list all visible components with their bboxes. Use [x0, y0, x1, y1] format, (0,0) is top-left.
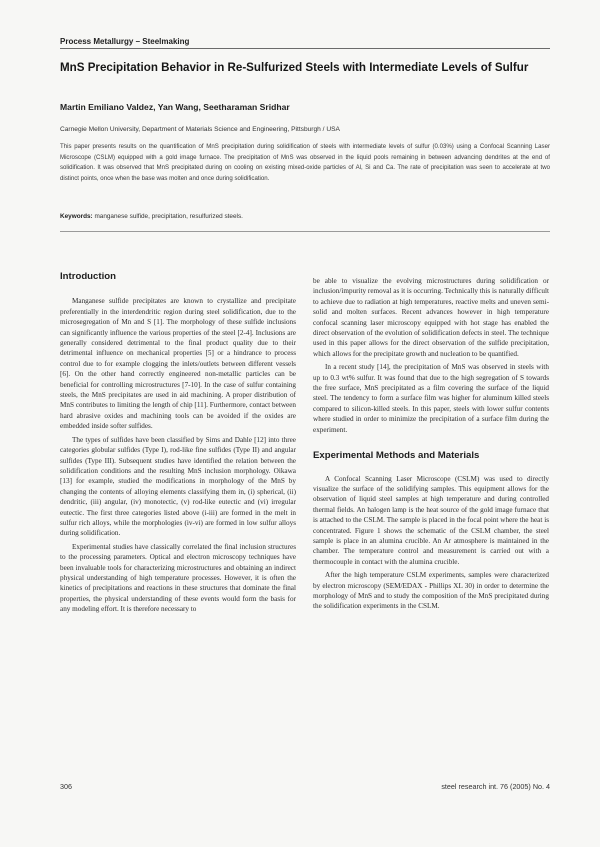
left-column: [60, 270, 296, 618]
paper-title: MnS Precipitation Behavior in Re-Sulfurized Steels with Intermediate Levels of Sulfur: [60, 61, 529, 74]
keywords-text: manganese sulfide, precipitation, resulfurized steels.: [92, 213, 243, 220]
page-number: 306: [60, 782, 72, 791]
intro-paragraph: Manganese sulfide precipitates are known to crystallize and precipitate preferentially in the interdendritic region during steel solidification, due to the microsegregation of Mn and S [1]. The morphology of these sulfide inclusions can significantly influence the various properties of the steel [2-4]. Inclusions are generally considered detrimental to the final product quality due to their detrimental influence on mechanical properties [5] or a hindrance to process control due to for example clogging the inlets/outlets between different vessels [6]. On the other hand correctly engineered non-metallic particles can be beneficial for controlling microstructures [7-10]. In the case of sulfur containing steels, the MnS precipitates are used in aid machining. A proper distribution of MnS contributes to limiting the length of chip [11]. Furthermore, contact between hard abrasive oxides and machining tools can be avoided if the oxides are embedded inside softer sulfides.: [60, 297, 296, 431]
header-rule: [60, 48, 550, 49]
methods-paragraph: A Confocal Scanning Laser Microscope (CSLM) was used to directly visualize the surface of the solidifying samples. This equipment allows for the observation of liquid steel samples at high temperature and during controlled thermal fields. An halogen lamp is the heat source of the gold image furnace that is attached to the CSLM. The sample is placed in the focal point where the heat is concentrated. Figure 1 shows the schematic of the CSLM chamber, the steel sample is place in an alumina crucible. An Ar atmosphere is maintained in the chamber. The temperature control and measurement is carried out with a thermocouple in contact with the alumina crucible.: [313, 474, 549, 566]
introduction-heading: Introduction: [60, 271, 116, 282]
intro-paragraph: The types of sulfides have been classified by Sims and Dahle [12] into three categories globular sulfides (Type I), rod-like fine sulfides (Type II) and angular sulfides (Type III). Subsequent studies have identified the relation between the solidification conditions and the resulting MnS inclusion morphology. Oikawa [13] for example, studied the modifications in morphology of the MnS by changing the contents of alloying elements classifying them in, (i) spherical, (ii) dendritic, (iii) angular, (iv) monotectic, (v) rod-like eutectic and (vi) irregular eutectic. The first three categories listed above (i-iii) are formed in the melt in sulfur rich alloys, while the morphologies (iv-vi) are formed in low sulfur alloys during solidification.: [60, 435, 296, 538]
methods-paragraph: After the high temperature CSLM experiments, samples were characterized by electron microscopy (SEM/EDAX - Phillips XL 30) in order to determine the morphology of MnS and to study the composition of the MnS precipitated during the solidification experiments in the CSLM.: [313, 571, 549, 611]
intro-paragraph: Experimental studies have classically correlated the final inclusion structures to the processing parameters. Optical and electron microscopy techniques have been invaluable tools for characterizing microstructures and obtaining an indirect physical understanding of high temperature processes. However, it is often the kinetics of precipitations and reactions in these structures that dominate the final properties, the physical understanding of these events would form the basis for any modeling effort. It is therefore necessary to: [60, 542, 296, 614]
author-list: Martin Emiliano Valdez, Yan Wang, Seetharaman Sridhar: [60, 102, 290, 112]
right-column: [313, 276, 549, 615]
keywords: [60, 213, 550, 220]
affiliation: Carnegie Mellon University, Department of Materials Science and Engineering, Pittsburgh / USA: [60, 126, 340, 133]
abstract-rule: [60, 231, 550, 232]
intro-paragraph-continued: be able to visualize the evolving microstructures during solidification or inclusion/impurity removal as it is occurring. Technically this is naturally difficult to achieve due to radiation at high temperatures, reactive melts and uneven semi-solid and molten surfaces. Recent advances however in high temperature confocal scanning laser microscopy equipped with hot stage has enabled the direct observation of the evolution of solidification defects in steel. The technique used in this paper allows for the direct observation of the sulfide precipitation, which allows for the precipitate growth and nucleation to be quantified.: [313, 277, 549, 358]
methods-heading: Experimental Methods and Materials: [313, 450, 480, 462]
journal-citation: steel research int. 76 (2005) No. 4: [441, 782, 550, 791]
section-label: Process Metallurgy – Steelmaking: [60, 37, 190, 46]
keywords-label: Keywords:: [60, 213, 93, 220]
abstract: This paper presents results on the quantification of MnS precipitation during solidification of steels with intermediate levels of sulfur (0.03%) using a Confocal Scanning Laser Microscope (CSLM) equipped with a gold image furnace. The precipitation of MnS was observed in the liquid pools remaining in between advancing dendrites at the end of solidification. It was observed that MnS precipitated during on cooling on existing mixed-oxide particles of Al, Si and Ca. The rate of precipitation was seen to accelerate at two distinct points, once when the base was molten and once during solidification.: [60, 143, 550, 183]
intro-paragraph: In a recent study [14], the precipitation of MnS was observed in steels with up to 0.3 wt% sulfur. It was found that due to the high segregation of S towards the free surface, MnS precipitated as a film covering the surface of the liquid steel. The tendency to form a surface film was higher for aluminum killed steels compared to silicon-killed steels. In this paper, steels with lower sulfur contents where studied in order to minimize the precipitation of a surface film during the experiment.: [313, 363, 549, 434]
